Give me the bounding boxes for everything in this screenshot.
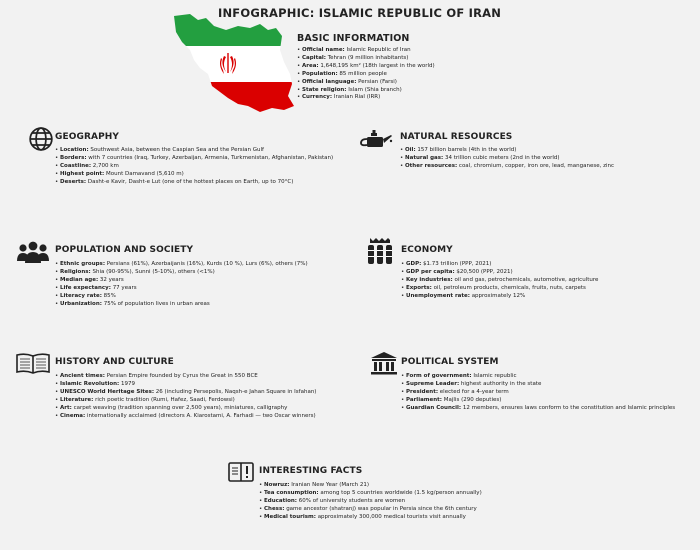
item-value: 2,700 km [92, 162, 119, 169]
item-value: oil, petroleum products, chemicals, fruits, nuts, carpets [433, 284, 586, 291]
money-icon [367, 236, 393, 266]
geography-list [55, 147, 333, 187]
item-label: Population: [302, 70, 338, 77]
facts-item [259, 490, 482, 498]
item-value: 34 trillion cubic meters (2nd in the world) [444, 154, 560, 161]
economy-item [401, 285, 598, 293]
item-label: Currency: [302, 94, 333, 101]
geography-title: GEOGRAPHY [55, 132, 120, 142]
item-label: Coastline: [60, 162, 92, 169]
item-value: 85 million people [339, 70, 387, 77]
resources-item [400, 147, 614, 155]
history-item [55, 381, 316, 389]
basic-info-item [297, 71, 435, 79]
item-value: oil and gas, petrochemicals, automotive, agriculture [454, 276, 599, 283]
item-value: $20,500 (PPP, 2021) [456, 268, 513, 275]
flag-green-band [168, 12, 296, 46]
item-label: Tea consumption: [264, 489, 319, 496]
item-value: 26 (including Persepolis, Naqsh-e Jahan Square in Isfahan) [155, 388, 317, 395]
item-value: Persian (Farsi) [358, 78, 397, 85]
political-item [401, 373, 675, 381]
history-list [55, 373, 316, 420]
item-label: Art: [60, 404, 72, 411]
facts-title: INTERESTING FACTS [259, 466, 363, 476]
book-icon [15, 350, 51, 376]
economy-item [401, 261, 598, 269]
item-label: Borders: [60, 154, 87, 161]
facts-item [259, 514, 482, 522]
item-value: Shia (90-95%), Sunni (5-10%), others (<1%) [92, 268, 215, 275]
item-label: Official name: [302, 47, 345, 53]
resources-item [400, 163, 614, 171]
population-item [55, 301, 308, 309]
economy-item [401, 277, 598, 285]
item-label: Capital: [302, 54, 326, 61]
political-item [401, 389, 675, 397]
item-value: Iranian Rial (IRR) [333, 94, 381, 101]
political-list [401, 373, 675, 413]
geography-item [55, 147, 333, 155]
facts-item [259, 498, 482, 506]
item-value: 12 members, ensures laws conform to the constitution and Islamic principles [462, 404, 676, 411]
political-item [401, 381, 675, 389]
item-value: 32 years [99, 276, 124, 283]
geography-item [55, 179, 333, 187]
item-value: 157 billion barrels (4th in the world) [417, 147, 517, 153]
item-value: $1.73 trillion (PPP, 2021) [423, 261, 492, 267]
item-value: Majlis (290 deputies) [443, 396, 502, 403]
item-value: Islamic republic [473, 373, 517, 379]
item-label: Oil: [405, 147, 416, 153]
item-value: Persian Empire founded by Cyrus the Great in 550 BCE [106, 373, 258, 379]
item-label: Nowruz: [264, 482, 290, 488]
geography-item [55, 163, 333, 171]
item-value: Tehran (9 million inhabitants) [327, 54, 409, 61]
history-title: HISTORY AND CULTURE [55, 357, 174, 367]
population-item [55, 277, 308, 285]
item-label: Ethnic groups: [60, 261, 106, 267]
population-item [55, 285, 308, 293]
item-label: Area: [302, 62, 319, 69]
basic-info-item [297, 79, 435, 87]
item-label: Key industries: [406, 276, 453, 283]
globe-icon [27, 126, 55, 152]
item-label: Cinema: [60, 412, 86, 419]
item-label: Highest point: [60, 170, 105, 177]
item-value: coal, chromium, copper, iron ore, lead, manganese, zinc [458, 162, 614, 169]
item-label: Literature: [60, 396, 94, 403]
item-value: game ancestor (shatranj) was popular in Persia since the 6th century [286, 505, 477, 512]
economy-list [401, 261, 598, 301]
item-value: Dasht-e Kavir, Dasht-e Lut (one of the hottest places on Earth, up to 70°C) [87, 178, 294, 185]
page-title: INFOGRAPHIC: ISLAMIC REPUBLIC OF IRAN [218, 6, 502, 20]
item-value: Mount Damavand (5,610 m) [105, 170, 184, 177]
history-item [55, 405, 316, 413]
item-label: Form of government: [406, 373, 472, 379]
item-label: Parliament: [406, 396, 442, 403]
item-label: Supreme Leader: [406, 380, 460, 387]
population-item [55, 261, 308, 269]
economy-item [401, 269, 598, 277]
history-item [55, 373, 316, 381]
item-label: Natural gas: [405, 154, 444, 161]
item-value: 75% of population lives in urban areas [103, 300, 210, 307]
item-value: rich poetic tradition (Rumi, Hafez, Saadi, Ferdowsi) [95, 396, 235, 403]
item-value: with 7 countries (Iraq, Turkey, Azerbaijan, Armenia, Turkmenistan, Afghanistan, Pakistan) [88, 154, 334, 161]
resources-title: NATURAL RESOURCES [400, 132, 513, 142]
item-value: among top 5 countries worldwide (1.5 kg/person annually) [320, 489, 482, 496]
basic-info-item [297, 94, 435, 102]
item-label: Guardian Council: [406, 404, 462, 411]
item-value: Southwest Asia, between the Caspian Sea and the Persian Gulf [90, 147, 264, 153]
resources-item [400, 155, 614, 163]
item-label: Other resources: [405, 162, 458, 169]
item-label: Deserts: [60, 178, 87, 185]
item-label: Literacy rate: [60, 292, 102, 299]
item-value: Iranian New Year (March 21) [291, 482, 370, 488]
government-building-icon [370, 350, 398, 376]
facts-list [259, 482, 482, 522]
basic-info-item [297, 55, 435, 63]
item-value: highest authority in the state [460, 380, 542, 387]
basic-info-list [297, 47, 435, 102]
facts-item [259, 482, 482, 490]
item-label: UNESCO World Heritage Sites: [60, 388, 155, 395]
facts-item [259, 506, 482, 514]
item-label: Unemployment rate: [406, 292, 470, 299]
item-label: State religion: [302, 86, 347, 93]
political-item [401, 397, 675, 405]
item-value: internationally acclaimed (directors A. Kiarostami, A. Farhadi — two Oscar winners) [86, 412, 316, 419]
basic-info-title: BASIC INFORMATION [297, 33, 410, 44]
item-value: Islamic Republic of Iran [346, 47, 411, 53]
item-label: Life expectancy: [60, 284, 111, 291]
resources-list [400, 147, 614, 171]
item-label: Religions: [60, 268, 91, 275]
item-value: Islam (Shia branch) [348, 86, 402, 93]
economy-item [401, 293, 598, 301]
item-label: Exports: [406, 284, 432, 291]
item-label: Ancient times: [60, 373, 105, 379]
item-label: Medical tourism: [264, 513, 316, 520]
oil-can-icon [359, 126, 393, 152]
item-label: Location: [60, 147, 89, 153]
political-item [401, 405, 675, 413]
item-label: President: [406, 388, 439, 395]
iran-flag-map [168, 12, 296, 116]
item-value: approximately 12% [471, 292, 526, 299]
geography-item [55, 171, 333, 179]
item-value: 77 years [112, 284, 137, 291]
people-icon [16, 239, 50, 265]
history-item [55, 397, 316, 405]
item-value: 1,648,195 km² (18th largest in the world) [320, 62, 435, 69]
basic-info-item [297, 63, 435, 71]
item-value: Persians (61%), Azerbaijanis (16%), Kurds (10 %), Lurs (6%), others (7%) [106, 261, 308, 267]
item-label: Urbanization: [60, 300, 102, 307]
item-value: carpet weaving (tradition spanning over 2,500 years), miniatures, calligraphy [73, 404, 288, 411]
geography-item [55, 155, 333, 163]
item-value: 85% [103, 292, 116, 299]
item-label: Official language: [302, 78, 357, 85]
item-label: Median age: [60, 276, 99, 283]
economy-title: ECONOMY [401, 245, 453, 255]
facts-book-icon [227, 459, 255, 485]
item-value: approximately 300,000 medical tourists visit annually [317, 513, 466, 520]
population-list [55, 261, 308, 308]
item-value: 1979 [121, 380, 135, 387]
basic-info-item [297, 47, 435, 55]
item-label: Chess: [264, 505, 285, 512]
flag-red-band [168, 82, 296, 116]
history-item [55, 413, 316, 421]
item-label: GDP: [406, 261, 422, 267]
population-item [55, 293, 308, 301]
population-item [55, 269, 308, 277]
item-label: GDP per capita: [406, 268, 455, 275]
item-label: Education: [264, 497, 297, 504]
political-title: POLITICAL SYSTEM [401, 357, 499, 367]
population-title: POPULATION AND SOCIETY [55, 245, 194, 255]
history-item [55, 389, 316, 397]
item-value: 60% of university students are women [298, 497, 406, 504]
basic-info-item [297, 87, 435, 95]
item-label: Islamic Revolution: [60, 380, 120, 387]
item-value: elected for a 4-year term [439, 388, 509, 395]
